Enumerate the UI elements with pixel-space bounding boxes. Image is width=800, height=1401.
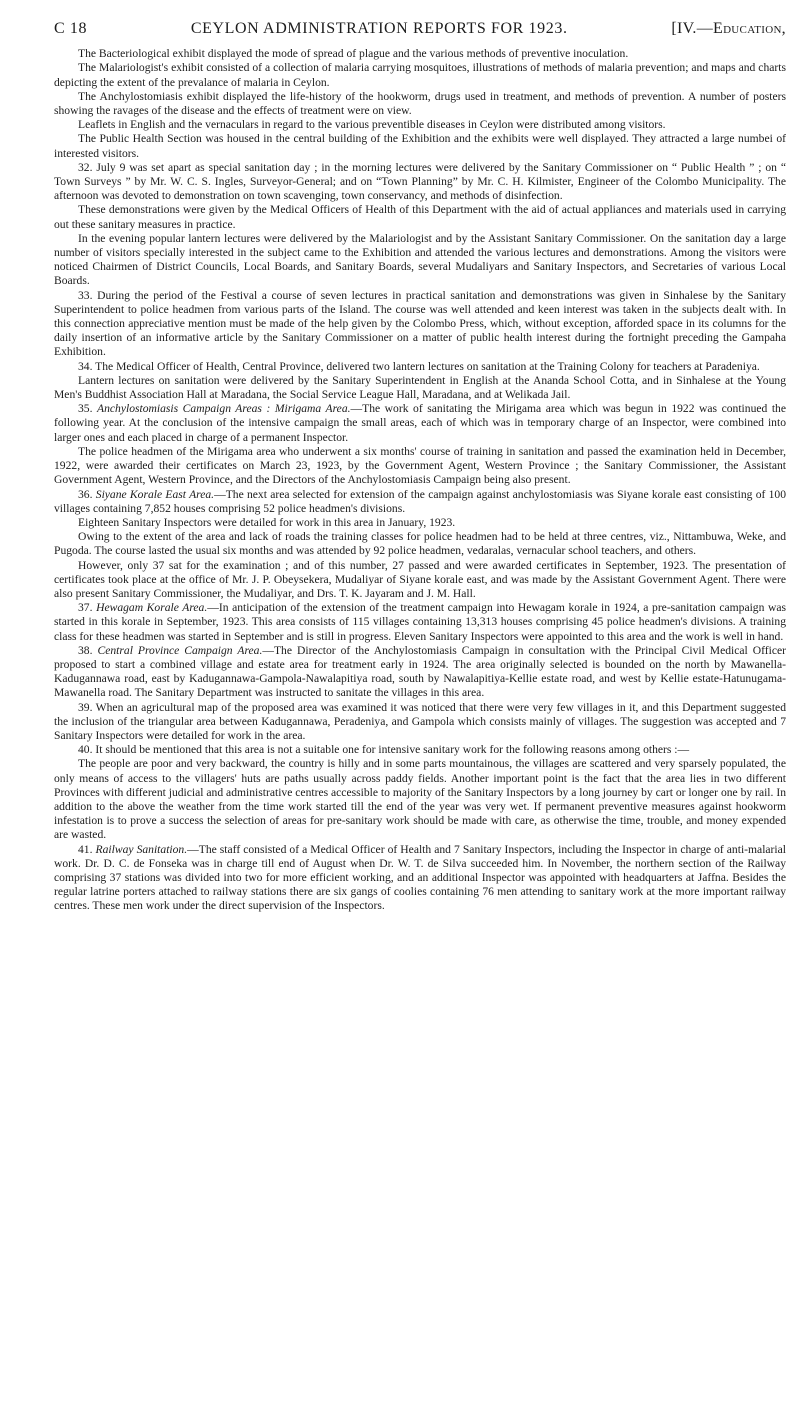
report-body [54,47,786,913]
paragraph-text: Eighteen Sanitary Inspectors were detailed for work in this area in January, 1923. [78,515,456,529]
paragraph-number: 36. [78,487,96,501]
paragraph-text: These demonstrations were given by the Medical Officers of Health of this Department with the aid of actual appliances and materials used in carrying out these sanitary measures in practice. [54,203,786,231]
paragraph-heading: Siyane Korale East Area. [95,487,215,501]
paragraph [54,90,786,118]
paragraph [54,360,786,374]
paragraph [54,132,786,160]
paragraph-number: 35. [78,402,98,416]
paragraph [54,402,786,445]
paragraph [54,232,786,289]
paragraph-text: 39. When an agricultural map of the proposed area was examined it was noticed that there were very few villages in it, and this Department suggested the inclusion of the triangular area between Kadugannawa, Peradeniya, and Gampola which consists mainly of villages. The suggestion was accepted and 7 Sanitary Inspectors were detailed for work in the area. [54,700,786,742]
paragraph [54,47,786,61]
paragraph [54,701,786,744]
paragraph-text: The police headmen of the Mirigama area who underwent a six months' course of training in sanitation and passed the examination held in December, 1922, were awarded their certificates on March 23, 1923, by the Government Agent, Western Province ; the Sanitary Commissioner, the Assistant Government Agent, Western Province, and the Directors of the Anchylostomiasis Campaign being also present. [54,444,786,487]
paragraph-text: —The staff consisted of a Medical Officer of Health and 7 Sanitary Inspectors, including the Inspector in charge of anti-malarial work. Dr. D. C. de Fonseka was in charge till end of August when Dr. W. T. de Silva succeeded him. In November, the northern section of the Railway comprising 37 stations was divided into two for more efficient working, and an additional Inspector was appointed with headquarters at Jaffna. Besides the regular latrine porters attached to railway stations there are six gangs of coolies containing 76 men attending to sanitary work at the more important railway centres. These men work under the direct supervision of the Inspectors. [54,842,787,913]
report-title: CEYLON ADMINISTRATION REPORTS FOR 1923. [190,20,568,37]
paragraph [54,118,786,132]
paragraph-heading: Anchylostomiasis Campaign Areas : Mirigama Area. [97,402,351,416]
paragraph-text: 32. July 9 was set apart as special sanitation day ; in the morning lectures were delivered by the Sanitary Commissioner on “ Public Health ” ; on “ Town Surveys ” by Mr. W. C. S. Ingles, Surveyor-General; and on “Town Planning” by Mr. C. H. Kilmister, Engineer of the Colombo Municipality. The afternoon was devoted to demonstration on town scavenging, town conservancy, and methods of disinfection. [54,160,786,203]
paragraph-text: 40. It should be mentioned that this area is not a suitable one for intensive sanitary work for the following reasons among others :— [78,743,690,757]
paragraph [54,843,786,914]
paragraph-number: 37. [78,601,97,615]
paragraph [54,530,786,558]
paragraph-text: 34. The Medical Officer of Health, Central Province, delivered two lantern lectures on sanitation at the Training Colony for teachers at Paradeniya. [78,359,760,373]
paragraph [54,61,786,89]
paragraph-heading: Central Province Campaign Area. [97,643,263,657]
paragraph-text: The people are poor and very backward, the country is hilly and in some parts mountainous, the villages are scattered and very sparsely populated, the only means of access to the villagers' huts are paths usually across paddy fields. Another important point is the fact that the area lies in two different Provinces with different judicial and administrative centres accessible to majority of the Sanitary Inspectors by a long journey by cart or longer one by rail. In addition to the above the weather from the time work started till the end of the year was very wet. If permanent preventive measures against hookworm infestation is to prove a success the selection of areas for pre-sanitary work should be made with care, as otherwise the time, trouble, and money expended are wasted. [54,757,786,842]
paragraph-text: The Public Health Section was housed in the central building of the Exhibition and the exhibits were well displayed. They attracted a large numbei of interested visitors. [54,132,786,160]
paragraph-heading: Hewagam Korale Area. [96,601,208,615]
paragraph-text: —The next area selected for extension of the campaign against anchylostomiasis was Siyane korale east consisting of 100 villages containing 7,852 houses comprising 52 police headmen's divisions. [54,487,787,515]
paragraph-text: In the evening popular lantern lectures were delivered by the Malariologist and by the Assistant Sanitary Commissioner. On the sanitation day a large number of visitors specially interested in the subject came to the Exhibition and attended the various lectures and demonstrations. Among the visitors were noticed Chairmen of District Councils, Local Boards, and Sanitary Boards, several Mudaliyars and Sanitary Inspectors, and Secretaries of various Local Boards. [54,231,786,288]
paragraph-text: The Bacteriological exhibit displayed the mode of spread of plague and the various methods of preventive inoculation. [78,47,629,61]
paragraph-number: 38. [78,643,98,657]
paragraph-text: —In anticipation of the extension of the treatment campaign into Hewagam korale in 1924, a pre-sanitation campaign was started in this korale in September, 1923. This area consists of 115 villages containing 13,313 houses comprising 45 police headmen's divisions. A training class for these headmen was started in September and is still in progress. Eleven Sanitary Inspectors were appointed to this area and the work is well in hand. [54,601,787,643]
paragraph-number: 41. [78,842,96,856]
paragraph [54,644,786,701]
paragraph [54,203,786,231]
paragraph [54,559,786,602]
paragraph-text: The Malariologist's exhibit consisted of a collection of malaria carrying mosquitoes, illustrations of methods of malaria prevention; and maps and charts depicting the extent of the prevalance of malaria in Ceylon. [54,61,786,89]
paragraph [54,374,786,402]
paragraph-text: Lantern lectures on sanitation were delivered by the Sanitary Superintendent in English at the Ananda School Cotta, and in Sinhalese at the Young Men's Buddhist Association Hall at Maradana, the Social Service League Hall, Maradana, and at Welikada Jail. [54,373,786,402]
paragraph-text: Leaflets in English and the vernaculars in regard to the various preventible diseases in Ceylon were distributed among visitors. [78,118,666,132]
paragraph-text: However, only 37 sat for the examination ; and of this number, 27 passed and were awarded certificates in September, 1923. The presentation of certificates took place at the office of Mr. J. P. Obeysekera, Mudaliyar of Siyane korale east, and was made by the Assistant Government Agent. There were also present Sanitary Commissioner, the Mudaliyar, and Drs. T. K. Jayaram and J. M. Hall. [54,558,786,600]
paragraph [54,743,786,757]
paragraph-text: —The work of sanitating the Mirigama area which was begun in 1922 was continued the following year. At the conclusion of the intensive campaign the small areas, each of which was in temporary charge of an Inspector, were combined into larger ones and each placed in charge of a permanent Inspector. [54,402,786,444]
paragraph-heading: Railway Sanitation. [95,842,188,856]
paragraph [54,161,786,204]
page-number: C 18 [54,20,88,37]
paragraph [54,445,786,488]
paragraph [54,601,786,644]
paragraph-text: 33. During the period of the Festival a course of seven lectures in practical sanitation and demonstrations was given in Sinhalese by the Sanitary Superintendent to police headmen from various parts of the Island. The course was well attended and keen interest was taken in the subjects dealt with. In this connection appreciative mention must be made of the help given by the Colombo Press, which, without exception, afforded space in its columns for the daily insertion of an informative article by the Sanitary Commissioner on a matter of public health interest during the fortnight preceding the Gampaha Exhibition. [54,288,786,359]
paragraph-text: —The Director of the Anchylostomiasis Campaign in consultation with the Principal Civil Medical Officer proposed to start a combined village and estate area for treatment early in 1924. The area originally selected is bounded on the north by Mawanella-Kadugannawa road, east by Kadugannawa-Gampola-Nawalapitiya road, south by Nawalapitiya-Kellie estate road, and west by Kellie estate-Hatunugama-Mawanella road. The Sanitary Department was instructed to sanitate the villages in this area. [54,643,787,700]
paragraph [54,289,786,360]
paragraph-text: Owing to the extent of the area and lack of roads the training classes for police headmen had to be held at three centres, viz., Nittambuwa, Weke, and Pugoda. The course lasted the usual six months and was attended by 92 police headmen, vedaralas, vernacular school teachers, and others. [54,530,786,558]
paragraph [54,757,786,842]
paragraph-text: The Anchylostomiasis exhibit displayed the life-history of the hookworm, drugs used in treatment, and methods of prevention. A number of posters showing the ravages of the disease and the effects of treatment were on view. [54,89,786,118]
section-label: [IV.—Education, [671,20,786,37]
running-header [54,22,786,36]
paragraph [54,516,786,530]
paragraph [54,488,786,516]
